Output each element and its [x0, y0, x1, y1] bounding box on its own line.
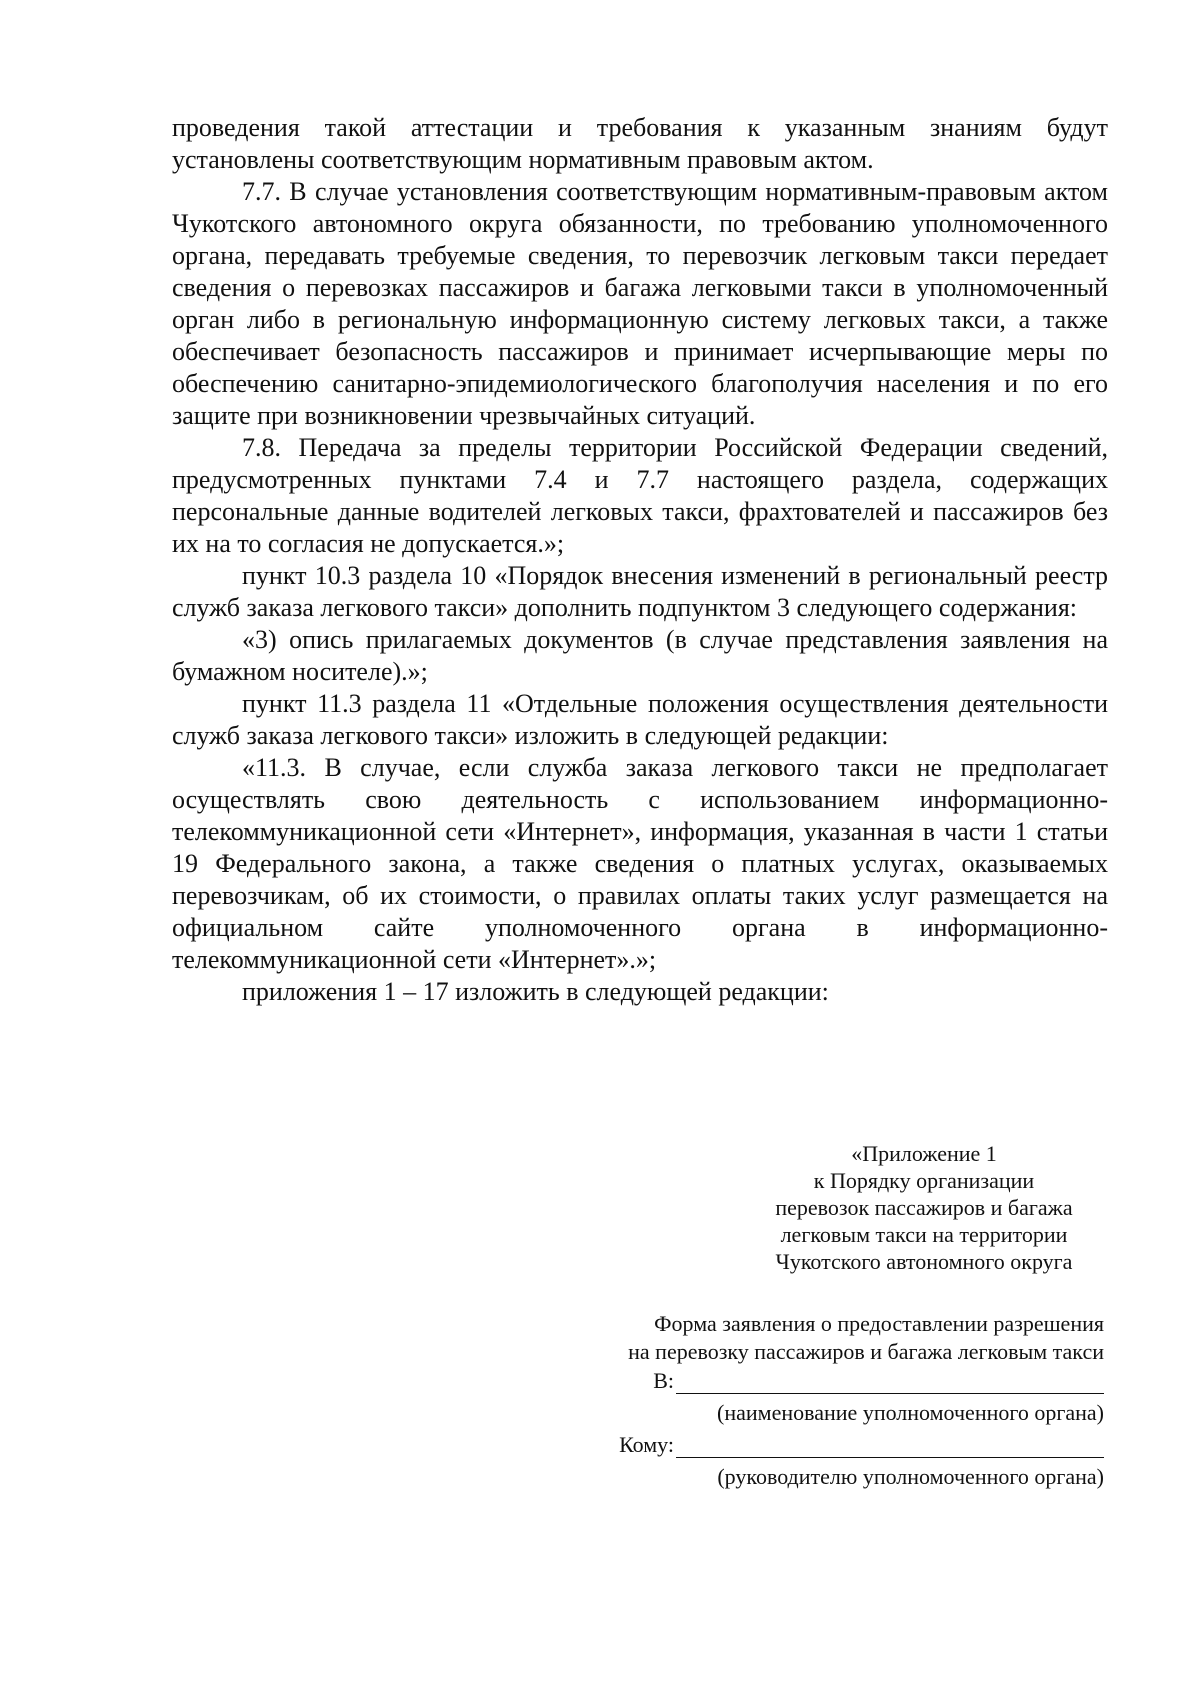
appendix-line: перевозок пассажиров и багажа [775, 1195, 1073, 1220]
paragraph-appendices: приложения 1 – 17 изложить в следующей редакции: [242, 977, 829, 1006]
recipient-organ-hint: (наименование уполномоченного органа) [717, 1400, 1104, 1425]
recipient-head-blank [676, 1457, 1104, 1458]
form-title-line: Форма заявления о предоставлении разрешения [654, 1311, 1104, 1336]
recipient-head-label: Кому: [619, 1432, 674, 1457]
recipient-head-hint: (руководителю уполномоченного органа) [717, 1464, 1104, 1489]
paragraph-amend-11-3: пункт 11.3 раздела 11 «Отдельные положения осуществления деятельности служб заказа легкового такси» изложить в следующей редакции: [172, 689, 1108, 750]
form-title-line: на перевозку пассажиров и багажа легковым такси [628, 1339, 1104, 1364]
document-body [172, 112, 1108, 1008]
paragraph-subitem-3: «3) опись прилагаемых документов (в случае представления заявления на бумажном носителе).»; [172, 625, 1108, 686]
recipient-organ-label: В: [653, 1368, 674, 1393]
paragraph-7-8: 7.8. Передача за пределы территории Российской Федерации сведений, предусмотренных пунктами 7.4 и 7.7 настоящего раздела, содержащих персональные данные водителей легковых такси, фрахтователей и пассажиров без их на то согласия не допускается.»; [172, 433, 1108, 558]
form-title [544, 1310, 1104, 1366]
appendix-line: «Приложение 1 [851, 1141, 997, 1166]
paragraph-attestation-end: проведения такой аттестации и требования к указанным знаниям будут установлены соответствующим нормативным правовым актом. [172, 113, 1108, 174]
paragraph-7-7: 7.7. В случае установления соответствующим нормативным-правовым актом Чукотского автономного округа обязанности, по требованию уполномоченного органа, передавать требуемые сведения, то перевозчик легковым такси передает сведения о перевозках пассажиров и багажа легковыми такси в уполномоченный орган либо в региональную информационную систему легковых такси, а также обеспечивает безопасность пассажиров и принимает исчерпывающие меры по обеспечению санитарно-эпидемиологического благополучия населения и по его защите при возникновении чрезвычайных ситуаций. [172, 177, 1108, 430]
appendix-line: легковым такси на территории [780, 1222, 1068, 1247]
paragraph-11-3: «11.3. В случае, если служба заказа легкового такси не предполагает осуществлять свою деятельность с использованием информационно-телекоммуникационной сети «Интернет», информация, указанная в части 1 статьи 19 Федерального закона, а также сведения о платных услугах, оказываемых перевозчикам, об их стоимости, о правилах оплаты таких услуг размещается на официальном сайте уполномоченного органа в информационно-телекоммуникационной сети «Интернет».»; [172, 753, 1108, 974]
recipient-head-field [544, 1432, 1104, 1460]
recipient-organ-blank [676, 1393, 1104, 1394]
appendix-header [744, 1140, 1104, 1275]
appendix-line: к Порядку организации [813, 1168, 1035, 1193]
paragraph-amend-10-3: пункт 10.3 раздела 10 «Порядок внесения изменений в региональный реестр служб заказа легкового такси» дополнить подпунктом 3 следующего содержания: [172, 561, 1108, 622]
appendix-line: Чукотского автономного округа [775, 1249, 1073, 1274]
recipient-organ-field [544, 1368, 1104, 1396]
